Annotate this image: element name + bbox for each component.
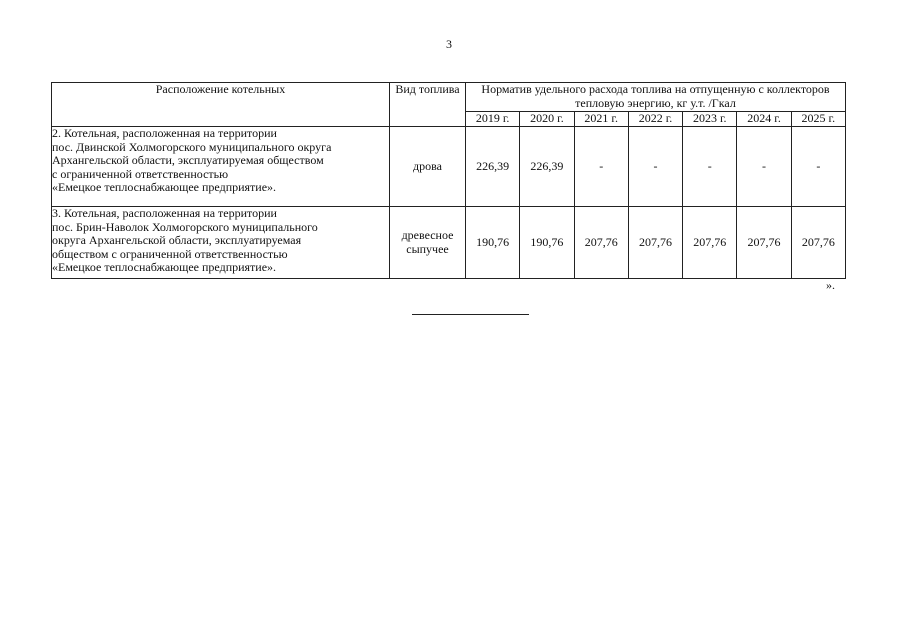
header-location: Расположение котельных [52, 83, 390, 127]
norm-value: 207,76 [628, 207, 682, 279]
closing-quote-mark: ». [826, 278, 835, 292]
norm-value: 207,76 [791, 207, 845, 279]
location-line: пос. Двинской Холмогорского муниципального округа [52, 139, 332, 154]
location-line: «Емецкое теплоснабжающее предприятие». [52, 260, 277, 275]
location-line: 2. Котельная, расположенная на территории [52, 126, 277, 140]
table-row [52, 207, 846, 279]
header-year: 2025 г. [791, 112, 845, 127]
location-line: «Емецкое теплоснабжающее предприятие». [52, 180, 277, 195]
header-fuel-type: Вид топлива [390, 83, 466, 127]
norm-value: - [791, 127, 845, 207]
norm-value: - [737, 127, 791, 207]
norm-value: 226,39 [520, 127, 574, 207]
norm-value: 190,76 [466, 207, 520, 279]
header-year: 2022 г. [628, 112, 682, 127]
norm-value: 190,76 [520, 207, 574, 279]
header-year: 2019 г. [466, 112, 520, 127]
location-line: округа Архангельской области, эксплуатируемая [52, 233, 302, 248]
separator-line [412, 314, 529, 315]
fuel-type [390, 207, 466, 279]
norm-value: - [574, 127, 628, 207]
fuel-type-line: древесное [401, 227, 454, 242]
boiler-location [52, 127, 390, 207]
header-year: 2024 г. [737, 112, 791, 127]
fuel-type: дрова [390, 127, 466, 207]
page-number: 3 [446, 37, 452, 51]
boiler-location [52, 207, 390, 279]
fuel-type-line: сыпучее [406, 241, 449, 256]
norm-value: 207,76 [737, 207, 791, 279]
norm-value: - [628, 127, 682, 207]
header-year: 2021 г. [574, 112, 628, 127]
location-line: с ограниченной ответственностью [52, 166, 229, 181]
location-line: пос. Брин-Наволок Холмогорского муниципального [52, 219, 318, 234]
norm-value: - [683, 127, 737, 207]
norm-value: 207,76 [683, 207, 737, 279]
location-line: 3. Котельная, расположенная на территории [52, 206, 277, 220]
location-line: обществом с ограниченной ответственностью [52, 246, 288, 261]
location-line: Архангельской области, эксплуатируемая обществом [52, 153, 324, 168]
norm-value: 207,76 [574, 207, 628, 279]
header-year: 2020 г. [520, 112, 574, 127]
norm-value: 226,39 [466, 127, 520, 207]
header-year: 2023 г. [683, 112, 737, 127]
fuel-norm-table [51, 82, 846, 279]
header-norm: Норматив удельного расхода топлива на отпущенную с коллекторов тепловую энергию, кг у.т. /Гкал [466, 83, 846, 112]
table-row [52, 127, 846, 207]
